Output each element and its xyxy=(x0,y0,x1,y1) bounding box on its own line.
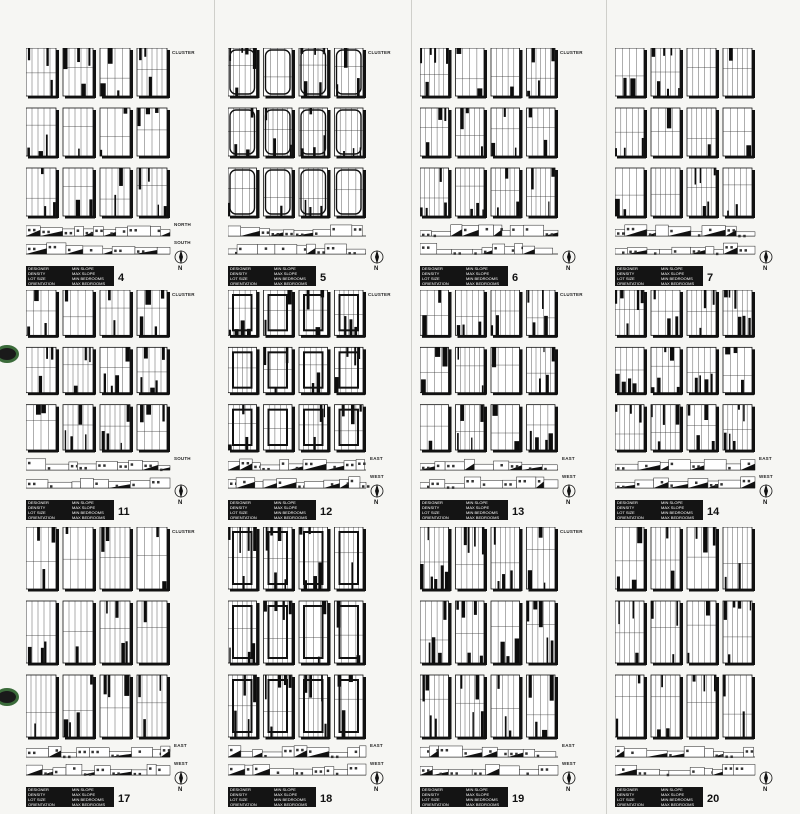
spec-row xyxy=(615,515,703,520)
spec-key: MIN BEDROOMS xyxy=(274,797,306,802)
cluster-plan-drawing xyxy=(26,48,192,288)
scheme-number: 17 xyxy=(118,793,131,805)
spec-key: ORIENTATION xyxy=(230,281,257,286)
compass-n-label: N xyxy=(763,266,768,272)
spec-key: LOT SIZE xyxy=(422,797,440,802)
north-arrow-icon xyxy=(172,248,190,266)
cluster-plan-drawing xyxy=(228,48,388,288)
elevation-label: WEST xyxy=(370,474,384,479)
compass-n-label: N xyxy=(178,500,183,506)
spec-key: DESIGNER xyxy=(422,500,443,505)
spec-key: MIN BEDROOMS xyxy=(274,510,306,515)
spec-legend-box xyxy=(420,787,508,807)
cluster-label: CLUSTER xyxy=(368,292,391,297)
spec-key: MAX SLOPE xyxy=(466,271,490,276)
spec-key: DENSITY xyxy=(617,505,635,510)
scheme-number: 11 xyxy=(118,506,130,518)
spec-key: ORIENTATION xyxy=(617,281,644,286)
spec-key: LOT SIZE xyxy=(422,510,440,515)
spec-key: MAX BEDROOMS xyxy=(661,802,695,807)
spec-key: MIN BEDROOMS xyxy=(274,276,306,281)
spec-key: MAX SLOPE xyxy=(466,505,490,510)
spec-key: MIN SLOPE xyxy=(72,500,94,505)
spec-key: LOT SIZE xyxy=(28,797,46,802)
spec-key: MIN SLOPE xyxy=(661,787,683,792)
spec-key: MAX BEDROOMS xyxy=(274,515,308,520)
spec-key: MAX SLOPE xyxy=(72,505,96,510)
spec-key: MAX SLOPE xyxy=(661,792,685,797)
spec-key: MAX BEDROOMS xyxy=(466,515,500,520)
spec-key: DENSITY xyxy=(230,792,248,797)
spec-row xyxy=(26,515,114,520)
compass-n-label: N xyxy=(566,266,571,272)
elevation-label: WEST xyxy=(370,761,384,766)
elevation-label: EAST xyxy=(759,456,772,461)
spec-key: LOT SIZE xyxy=(28,510,46,515)
elevation-label: EAST xyxy=(370,743,383,748)
spec-key: LOT SIZE xyxy=(230,797,248,802)
housing-scheme-panel xyxy=(26,48,195,288)
spec-key: MIN BEDROOMS xyxy=(466,276,498,281)
spec-key: LOT SIZE xyxy=(617,510,635,515)
scheme-number: 5 xyxy=(320,272,327,284)
elevation-label: EAST xyxy=(562,743,575,748)
spec-key: MAX BEDROOMS xyxy=(72,515,106,520)
scheme-number: 18 xyxy=(320,793,333,805)
spec-key: DESIGNER xyxy=(422,787,443,792)
spec-key: DESIGNER xyxy=(617,787,638,792)
spec-key: DESIGNER xyxy=(230,787,251,792)
spec-key: MIN SLOPE xyxy=(466,787,488,792)
compass-n-label: N xyxy=(374,787,379,793)
spec-key: DENSITY xyxy=(617,792,635,797)
spec-key: ORIENTATION xyxy=(28,802,55,807)
spec-legend-box xyxy=(228,787,316,807)
spec-key: MAX SLOPE xyxy=(466,792,490,797)
housing-scheme-panel xyxy=(420,290,583,522)
spec-key: MAX SLOPE xyxy=(72,792,96,797)
spec-key: ORIENTATION xyxy=(28,281,55,286)
scheme-number: 12 xyxy=(320,506,333,518)
spec-key: DESIGNER xyxy=(28,500,49,505)
spec-legend-box xyxy=(615,500,703,520)
column-divider xyxy=(606,0,607,814)
spec-key: MAX BEDROOMS xyxy=(466,281,500,286)
north-arrow-icon xyxy=(368,482,386,500)
north-arrow-icon xyxy=(172,482,190,500)
spec-key: MAX SLOPE xyxy=(72,271,96,276)
cluster-label: CLUSTER xyxy=(368,50,391,55)
spec-key: DESIGNER xyxy=(230,266,251,271)
elevation-label: EAST xyxy=(370,456,383,461)
spec-key: ORIENTATION xyxy=(230,515,257,520)
spec-row xyxy=(26,281,114,286)
spec-key: DENSITY xyxy=(422,271,440,276)
cluster-plan-drawing xyxy=(26,527,192,809)
spec-row xyxy=(420,281,508,286)
spec-key: DENSITY xyxy=(28,505,46,510)
housing-scheme-panel xyxy=(26,527,195,809)
spec-key: LOT SIZE xyxy=(422,276,440,281)
north-arrow-icon xyxy=(757,769,775,787)
north-arrow-icon xyxy=(172,769,190,787)
spec-legend-box xyxy=(26,500,114,520)
north-arrow-icon xyxy=(757,482,775,500)
scheme-number: 19 xyxy=(512,793,525,805)
housing-scheme-panel xyxy=(615,290,777,522)
spec-key: MAX SLOPE xyxy=(274,792,298,797)
elevation-label: SOUTH xyxy=(174,240,191,245)
spec-key: MAX SLOPE xyxy=(274,505,298,510)
elevation-label: WEST xyxy=(759,474,773,479)
spec-key: ORIENTATION xyxy=(422,281,449,286)
elevation-label: WEST xyxy=(562,474,576,479)
spec-key: ORIENTATION xyxy=(617,802,644,807)
elevation-label: EAST xyxy=(174,743,187,748)
spec-key: MAX BEDROOMS xyxy=(466,802,500,807)
cluster-plan-drawing xyxy=(615,48,777,288)
compass-n-label: N xyxy=(566,500,571,506)
elevation-label: EAST xyxy=(562,456,575,461)
housing-scheme-panel xyxy=(615,527,777,809)
scheme-number: 4 xyxy=(118,272,125,284)
scheme-number: 7 xyxy=(707,272,714,284)
spec-key: MAX BEDROOMS xyxy=(72,281,106,286)
spec-legend-box xyxy=(615,787,703,807)
cluster-plan-drawing xyxy=(420,48,580,288)
spec-key: ORIENTATION xyxy=(28,515,55,520)
spec-key: MIN SLOPE xyxy=(72,266,94,271)
spec-key: DENSITY xyxy=(230,505,248,510)
spec-key: LOT SIZE xyxy=(617,797,635,802)
spec-row xyxy=(228,281,316,286)
scheme-number: 13 xyxy=(512,506,525,518)
spec-key: DESIGNER xyxy=(422,266,443,271)
cluster-plan-drawing xyxy=(615,290,777,522)
spec-legend-box xyxy=(26,266,114,286)
column-divider xyxy=(214,0,215,814)
compass-n-label: N xyxy=(763,787,768,793)
spec-key: MAX SLOPE xyxy=(274,271,298,276)
spec-key: MIN SLOPE xyxy=(72,787,94,792)
spec-key: MIN SLOPE xyxy=(661,266,683,271)
scheme-number: 20 xyxy=(707,793,720,805)
spec-key: MIN SLOPE xyxy=(466,266,488,271)
housing-scheme-panel xyxy=(420,527,583,809)
spec-legend-box xyxy=(228,266,316,286)
spec-key: ORIENTATION xyxy=(422,802,449,807)
elevation-label: NORTH xyxy=(174,222,191,227)
spec-key: LOT SIZE xyxy=(230,510,248,515)
spec-key: ORIENTATION xyxy=(230,802,257,807)
spec-key: MAX SLOPE xyxy=(661,505,685,510)
spec-key: DENSITY xyxy=(28,271,46,276)
cluster-label: CLUSTER xyxy=(172,292,195,297)
cluster-label: CLUSTER xyxy=(560,529,583,534)
cluster-plan-drawing xyxy=(420,290,580,522)
cluster-label: CLUSTER xyxy=(172,529,195,534)
spec-key: DENSITY xyxy=(422,792,440,797)
spec-key: MAX BEDROOMS xyxy=(72,802,106,807)
cluster-plan-drawing xyxy=(420,527,580,809)
compass-n-label: N xyxy=(178,266,183,272)
spec-key: DENSITY xyxy=(28,792,46,797)
compass-n-label: N xyxy=(763,500,768,506)
spec-legend-box xyxy=(228,500,316,520)
cluster-plan-drawing xyxy=(228,290,388,522)
cluster-label: CLUSTER xyxy=(172,50,195,55)
spec-key: LOT SIZE xyxy=(617,276,635,281)
spec-key: MIN SLOPE xyxy=(274,500,296,505)
spec-key: DENSITY xyxy=(422,505,440,510)
spec-key: MIN SLOPE xyxy=(274,266,296,271)
binder-ring xyxy=(0,345,19,363)
cluster-label: CLUSTER xyxy=(560,292,583,297)
spec-key: MIN BEDROOMS xyxy=(72,276,104,281)
spec-legend-box xyxy=(420,500,508,520)
spec-row xyxy=(615,281,703,286)
spec-key: MAX BEDROOMS xyxy=(274,281,308,286)
cluster-plan-drawing xyxy=(26,290,192,522)
cluster-plan-drawing xyxy=(228,527,388,809)
spec-key: ORIENTATION xyxy=(617,515,644,520)
spec-key: MIN SLOPE xyxy=(466,500,488,505)
north-arrow-icon xyxy=(368,248,386,266)
spec-key: MAX BEDROOMS xyxy=(661,281,695,286)
elevation-label: SOUTH xyxy=(174,456,191,461)
spec-legend-box xyxy=(26,787,114,807)
spec-key: DESIGNER xyxy=(617,500,638,505)
compass-n-label: N xyxy=(178,787,183,793)
column-divider xyxy=(411,0,412,814)
compass-n-label: N xyxy=(374,500,379,506)
spec-key: MIN BEDROOMS xyxy=(661,276,693,281)
north-arrow-icon xyxy=(560,248,578,266)
spec-key: DESIGNER xyxy=(617,266,638,271)
spec-row xyxy=(26,802,114,807)
spec-key: LOT SIZE xyxy=(28,276,46,281)
cluster-label: CLUSTER xyxy=(560,50,583,55)
housing-scheme-panel xyxy=(420,48,583,288)
spec-key: MIN BEDROOMS xyxy=(72,510,104,515)
spec-row xyxy=(420,802,508,807)
north-arrow-icon xyxy=(560,769,578,787)
scheme-number: 14 xyxy=(707,506,720,518)
north-arrow-icon xyxy=(368,769,386,787)
north-arrow-icon xyxy=(560,482,578,500)
spec-row xyxy=(228,802,316,807)
spec-key: MIN BEDROOMS xyxy=(661,797,693,802)
cluster-plan-drawing xyxy=(615,527,777,809)
spec-key: DENSITY xyxy=(230,271,248,276)
spec-legend-box xyxy=(615,266,703,286)
housing-scheme-panel xyxy=(26,290,195,522)
spec-row xyxy=(228,515,316,520)
housing-scheme-panel xyxy=(228,290,391,522)
spec-key: ORIENTATION xyxy=(422,515,449,520)
spec-key: MAX SLOPE xyxy=(661,271,685,276)
spec-key: LOT SIZE xyxy=(230,276,248,281)
spec-key: MIN SLOPE xyxy=(274,787,296,792)
spec-key: DENSITY xyxy=(617,271,635,276)
spec-key: MIN BEDROOMS xyxy=(661,510,693,515)
north-arrow-icon xyxy=(757,248,775,266)
spec-key: DESIGNER xyxy=(28,266,49,271)
spec-row xyxy=(420,515,508,520)
binder-ring xyxy=(0,688,19,706)
elevation-label: WEST xyxy=(174,761,188,766)
housing-scheme-panel xyxy=(228,527,388,809)
spec-key: DESIGNER xyxy=(28,787,49,792)
spec-row xyxy=(615,802,703,807)
scheme-number: 6 xyxy=(512,272,519,284)
spec-key: MAX BEDROOMS xyxy=(661,515,695,520)
housing-scheme-panel xyxy=(228,48,391,288)
spec-legend-box xyxy=(420,266,508,286)
spec-key: MIN BEDROOMS xyxy=(466,797,498,802)
spec-key: MIN BEDROOMS xyxy=(466,510,498,515)
compass-n-label: N xyxy=(374,266,379,272)
spec-key: MIN BEDROOMS xyxy=(72,797,104,802)
elevation-label: WEST xyxy=(562,761,576,766)
spec-key: DESIGNER xyxy=(230,500,251,505)
housing-scheme-panel xyxy=(615,48,777,288)
compass-n-label: N xyxy=(566,787,571,793)
spec-key: MIN SLOPE xyxy=(661,500,683,505)
spec-key: MAX BEDROOMS xyxy=(274,802,308,807)
